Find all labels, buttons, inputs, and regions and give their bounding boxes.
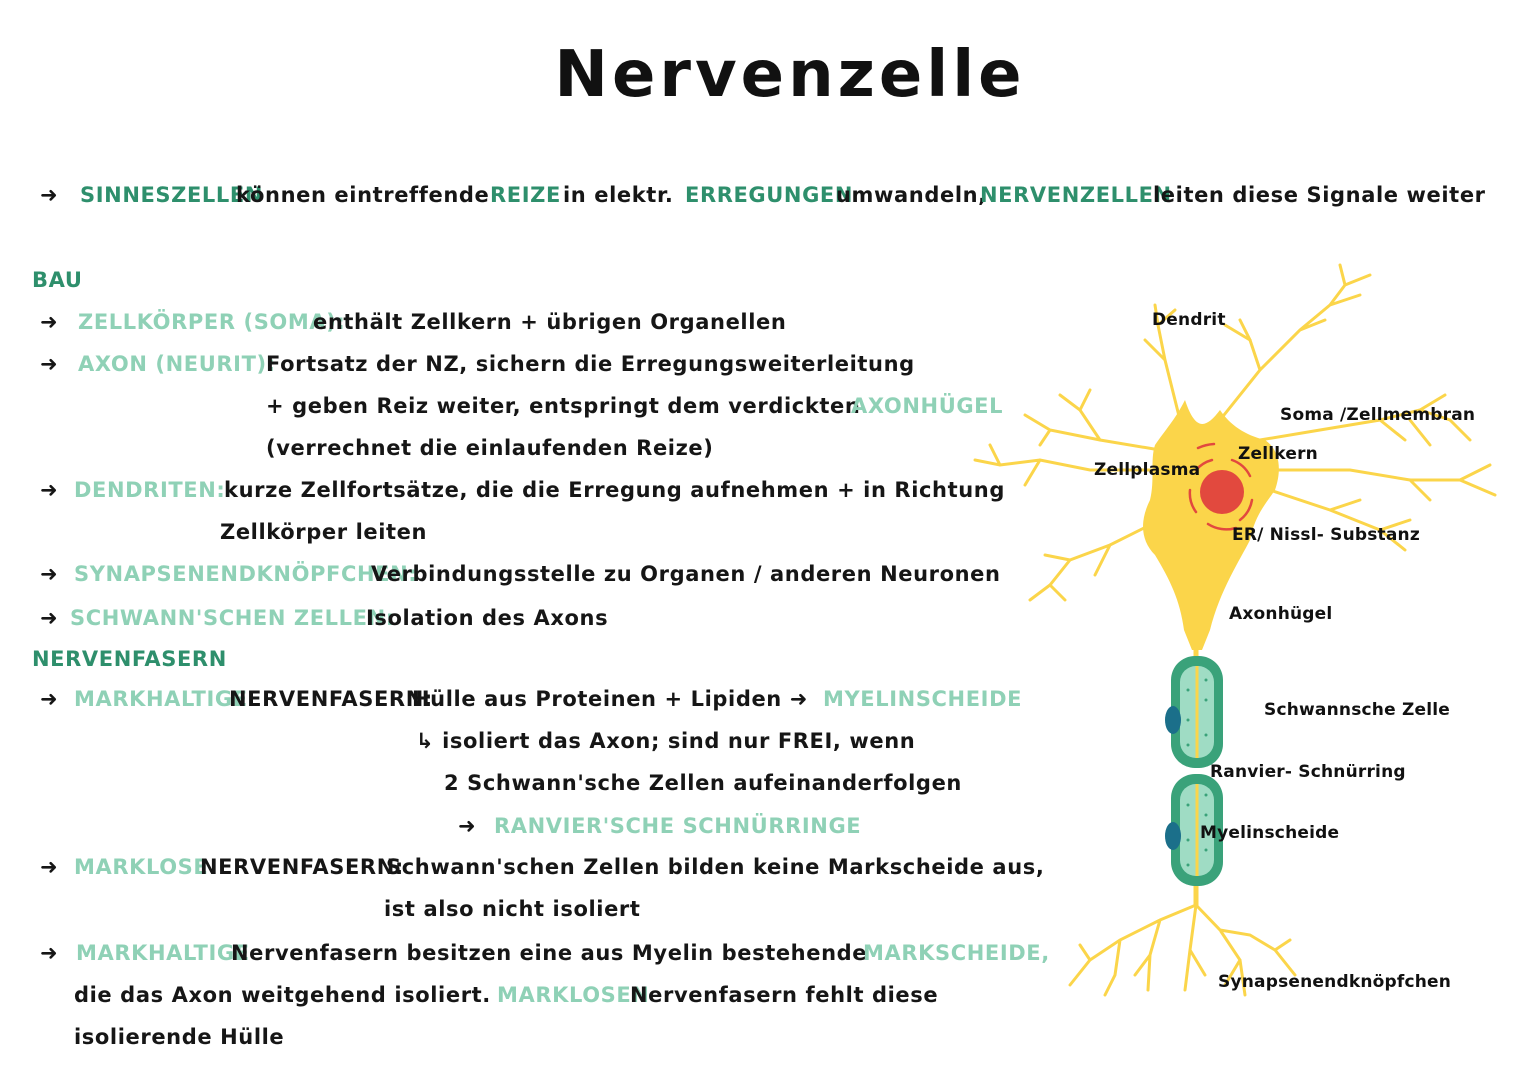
intro-text: in elektr. bbox=[563, 183, 674, 207]
term-sinneszellen: SINNESZELLEN bbox=[80, 183, 264, 207]
term-nervenfasern: NERVENFASERN: bbox=[200, 855, 404, 879]
def-markhaltige-2: ↳ isoliert das Axon; sind nur FREI, wenn bbox=[416, 729, 916, 753]
label-er: ER/ Nissl- Substanz bbox=[1232, 525, 1420, 545]
summary-text-3: Nervenfasern fehlt diese bbox=[630, 983, 939, 1007]
def-synapsen: Verbindungsstelle zu Organen / anderen Neuronen bbox=[371, 562, 1001, 586]
bullet-arrow: ➜ bbox=[40, 183, 59, 207]
page-title: Nervenzelle bbox=[554, 38, 1026, 112]
def-zellkoerper: enthält Zellkern + übrigen Organellen bbox=[313, 310, 787, 334]
term-markhaltige: MARKHALTIGE bbox=[74, 687, 248, 711]
term-marklose: MARKLOSE bbox=[74, 855, 209, 879]
label-ranvier: Ranvier- Schnürring bbox=[1210, 762, 1406, 782]
label-schwann: Schwannsche Zelle bbox=[1264, 700, 1450, 720]
term-ranvier: RANVIER'SCHE SCHNÜRRINGE bbox=[494, 814, 862, 838]
def-axon-3: (verrechnet die einlaufenden Reize) bbox=[266, 436, 714, 460]
summary-text-2: die das Axon weitgehend isoliert. bbox=[74, 983, 491, 1007]
def-dendriten-2: Zellkörper leiten bbox=[220, 520, 428, 544]
term-dendriten: DENDRITEN: bbox=[74, 478, 226, 502]
intro-text: leiten diese Signale weiter bbox=[1153, 183, 1486, 207]
term-myelinscheide: MYELINSCHEIDE bbox=[823, 687, 1023, 711]
summary-text-1: Nervenfasern besitzen eine aus Myelin bestehende bbox=[231, 941, 868, 965]
term-nervenzellen: NERVENZELLEN bbox=[980, 183, 1172, 207]
def-marklose: Schwann'schen Zellen bilden keine Markscheide aus, bbox=[386, 855, 1045, 879]
term-axon: AXON (NEURIT): bbox=[78, 352, 276, 376]
def-markhaltige: Hülle aus Proteinen + Lipiden ➜ bbox=[412, 687, 808, 711]
def-axon-1: Fortsatz der NZ, sichern die Erregungsweiterleitung bbox=[266, 352, 915, 376]
label-myelinscheide: Myelinscheide bbox=[1200, 823, 1340, 843]
def-marklose-2: ist also nicht isoliert bbox=[384, 897, 641, 921]
term-nervenfasern: NERVENFASERN: bbox=[229, 687, 433, 711]
term-reize: REIZE bbox=[490, 183, 561, 207]
section-heading-bau: BAU bbox=[32, 268, 83, 292]
def-schwann: Isolation des Axons bbox=[366, 606, 609, 630]
section-heading-nervenfasern: NERVENFASERN bbox=[32, 647, 227, 671]
intro-text: umwandeln, bbox=[836, 183, 987, 207]
term-markhaltige: MARKHALTIGE bbox=[76, 941, 250, 965]
def-axon-2: + geben Reiz weiter, entspringt dem verdickten bbox=[266, 394, 861, 418]
term-erregungen: ERREGUNGEN bbox=[685, 183, 854, 207]
label-soma: Soma /Zellmembran bbox=[1280, 405, 1476, 425]
intro-text: können eintreffende bbox=[236, 183, 490, 207]
term-marklosen: MARKLOSEN bbox=[497, 983, 650, 1007]
term-schwann: SCHWANN'SCHEN ZELLEN: bbox=[70, 606, 395, 630]
term-markscheide: MARKSCHEIDE, bbox=[863, 941, 1050, 965]
label-zellkern: Zellkern bbox=[1238, 444, 1318, 464]
term-axonhuegel: AXONHÜGEL bbox=[851, 394, 1004, 418]
summary-text-4: isolierende Hülle bbox=[74, 1025, 285, 1049]
term-zellkoerper: ZELLKÖRPER (SOMA): bbox=[78, 310, 346, 334]
label-synapse: Synapsenendknöpfchen bbox=[1218, 972, 1452, 992]
def-dendriten-1: kurze Zellfortsätze, die die Erregung aufnehmen + in Richtung bbox=[224, 478, 1005, 502]
label-dendrit: Dendrit bbox=[1152, 310, 1226, 330]
label-axonhuegel: Axonhügel bbox=[1229, 604, 1333, 624]
def-markhaltige-3: 2 Schwann'sche Zellen aufeinanderfolgen bbox=[444, 771, 962, 795]
label-zellplasma: Zellplasma bbox=[1094, 460, 1201, 480]
term-synapsen: SYNAPSENENDKNÖPFCHEN: bbox=[74, 562, 418, 586]
bullet-arrow: ➜ bbox=[458, 814, 477, 838]
